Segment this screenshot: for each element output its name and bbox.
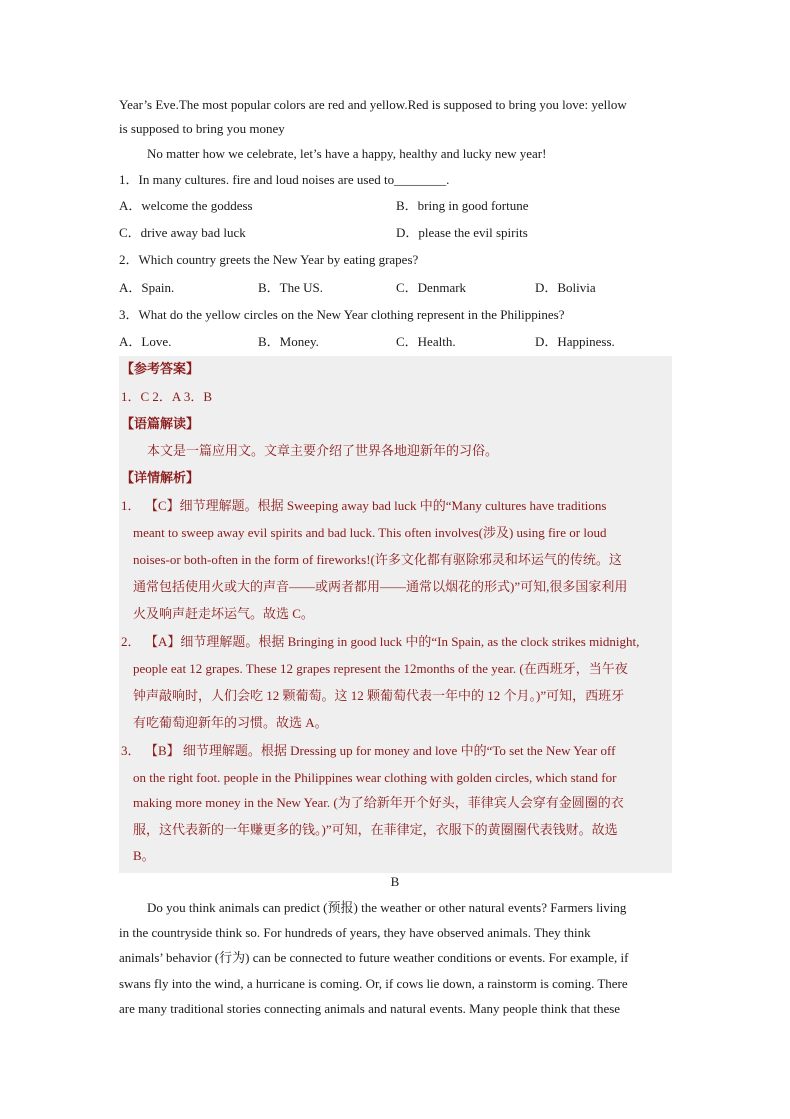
explanation-3-number: 3． xyxy=(121,743,141,758)
detail-analysis-heading: 【详情解析】 xyxy=(121,470,200,485)
question-2-option-b: B．The US. xyxy=(258,280,324,295)
section-b-line: Do you think animals can predict (预报) the weather or other natural events? Farmers living xyxy=(147,900,627,915)
question-3-option-b: B．Money. xyxy=(258,334,319,349)
question-3-stem: 3．What do the yellow circles on the New Year clothing represent in the Philippines? xyxy=(119,307,565,322)
explanation-1-line: noises-or both-often in the form of fireworks!(许多文化都有驱除邪灵和坏运气的传统。这 xyxy=(133,552,622,567)
intro-line-3: No matter how we celebrate, let’s have a happy, healthy and lucky new year! xyxy=(147,146,547,161)
question-1-option-c: C．drive away bad luck xyxy=(119,225,246,240)
question-3-option-c: C．Health. xyxy=(396,334,456,349)
question-1-option-b: B．bring in good fortune xyxy=(396,198,529,213)
explanation-1-line: 通常包括使用火或大的声音——或两者都用——通常以烟花的形式)”可知,很多国家利用 xyxy=(133,579,628,594)
explanation-1-line: 火及响声赶走坏运气。故选 C。 xyxy=(133,606,314,621)
intro-line-2: is supposed to bring you money xyxy=(119,121,285,136)
question-3-option-d: D．Happiness. xyxy=(535,334,615,349)
passage-reading-heading: 【语篇解读】 xyxy=(121,416,200,431)
reference-answer-values: 1．C 2．A 3．B xyxy=(121,389,213,404)
section-b-label: B xyxy=(390,874,400,889)
question-2-option-a: A．Spain. xyxy=(119,280,175,295)
explanation-2-line: people eat 12 grapes. These 12 grapes represent the 12months of the year. (在西班牙，当午夜 xyxy=(133,661,628,676)
section-b-line: animals’ behavior (行为) can be connected to future weather conditions or events. For example, if xyxy=(119,950,629,965)
reference-answer-heading: 【参考答案】 xyxy=(121,361,200,376)
explanation-3-line: on the right foot. people in the Philippines wear clothing with golden circles, which stand for xyxy=(133,770,617,785)
question-2-option-c: C．Denmark xyxy=(396,280,467,295)
passage-reading-text: 本文是一篇应用文。文章主要介绍了世界各地迎新年的习俗。 xyxy=(147,443,499,458)
explanation-1-line: meant to sweep away evil spirits and bad luck. This often involves(涉及) using fire or loud xyxy=(133,525,607,540)
explanation-3-line: 服，这代表新的一年赚更多的钱。)”可知，在菲律定，衣服下的黄圈圈代表钱财。故选 xyxy=(133,822,618,837)
explanation-1-line: 【C】细节理解题。根据 Sweeping away bad luck 中的“Many cultures have traditions xyxy=(145,498,607,513)
explanation-2-line: 有吃葡萄迎新年的习惯。故选 A。 xyxy=(133,715,328,730)
question-1-stem: 1．In many cultures. fire and loud noises are used to________. xyxy=(119,172,450,187)
explanation-2-number: 2． xyxy=(121,634,141,649)
explanation-2-line: 【A】细节理解题。根据 Bringing in good luck 中的“In Spain, as the clock strikes midnight, xyxy=(145,634,640,649)
question-2-stem: 2．Which country greets the New Year by eating grapes? xyxy=(119,252,419,267)
question-1-option-d: D．please the evil spirits xyxy=(396,225,528,240)
explanation-1-number: 1． xyxy=(121,498,141,513)
question-3-option-a: A．Love. xyxy=(119,334,172,349)
explanation-2-line: 钟声敲响时，人们会吃 12 颗葡萄。这 12 颗葡萄代表一年中的 12 个月。)”可知，西班牙 xyxy=(133,688,625,703)
section-b-line: in the countryside think so. For hundreds of years, they have observed animals. They think xyxy=(119,925,591,940)
section-b-line: are many traditional stories connecting animals and natural events. Many people think that these xyxy=(119,1001,621,1016)
question-2-option-d: D．Bolivia xyxy=(535,280,596,295)
explanation-3-line: 【B】 细节理解题。根据 Dressing up for money and love 中的“To set the New Year off xyxy=(145,743,616,758)
question-1-option-a: A．welcome the goddess xyxy=(119,198,253,213)
intro-line-1: Year’s Eve.The most popular colors are red and yellow.Red is supposed to bring you love: yellow xyxy=(119,97,627,112)
section-b-line: swans fly into the wind, a hurricane is coming. Or, if cows lie down, a rainstorm is coming. There xyxy=(119,976,628,991)
explanation-3-line: making more money in the New Year. (为了给新年开个好头，菲律宾人会穿有金圆圈的衣 xyxy=(133,795,624,810)
explanation-3-line: B。 xyxy=(133,848,155,863)
